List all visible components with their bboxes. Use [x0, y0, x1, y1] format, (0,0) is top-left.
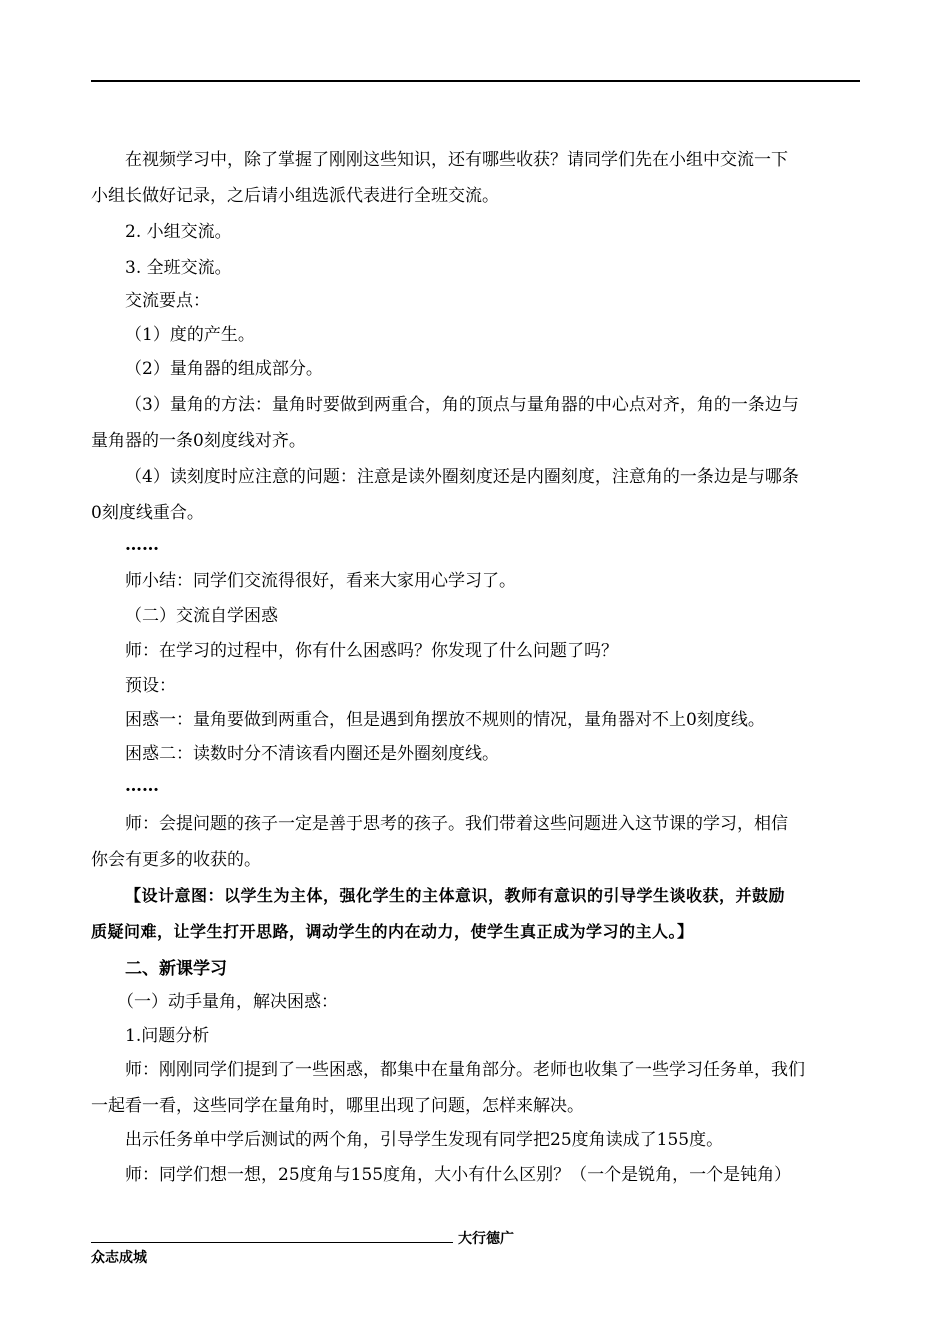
- paragraph-line: 在视频学习中，除了掌握了刚刚这些知识，还有哪些收获？请同学们先在小组中交流一下: [125, 150, 788, 170]
- paragraph-line: 师：同学们想一想，25度角与155度角，大小有什么区别？（一个是锐角，一个是钝角）: [125, 1165, 792, 1185]
- paragraph-line: 0刻度线重合。: [91, 503, 204, 523]
- paragraph-line: 师小结：同学们交流得很好，看来大家用心学习了。: [125, 571, 516, 591]
- paragraph-line: 师：会提问题的孩子一定是善于思考的孩子。我们带着这些问题进入这节课的学习，相信: [125, 814, 788, 834]
- design-intent: 【设计意图：以学生为主体，强化学生的主体意识，教师有意识的引导学生谈收获，并鼓励: [125, 886, 786, 905]
- paragraph-line: （2）量角器的组成部分。: [125, 359, 323, 379]
- header-rule: [91, 80, 860, 82]
- paragraph-line: （4）读刻度时应注意的问题：注意是读外圈刻度还是内圈刻度，注意角的一条边是与哪条: [125, 467, 799, 487]
- paragraph-line: 交流要点：: [125, 291, 210, 311]
- paragraph-line: （1）度的产生。: [125, 325, 255, 345]
- paragraph-line: （3）量角的方法：量角时要做到两重合，角的顶点与量角器的中心点对齐，角的一条边与: [125, 395, 799, 415]
- design-intent: 质疑问难，让学生打开思路，调动学生的内在动力，使学生真正成为学习的主人。】: [91, 922, 694, 941]
- paragraph-line: 出示任务单中学后测试的两个角，引导学生发现有同学把25度角读成了155度。: [125, 1130, 724, 1150]
- paragraph-line: 困惑一：量角要做到两重合，但是遇到角摆放不规则的情况，量角器对不上0刻度线。: [125, 710, 765, 730]
- paragraph-line: 师：在学习的过程中，你有什么困惑吗？你发现了什么问题了吗？: [125, 641, 618, 661]
- section-heading: 二、新课学习: [125, 959, 227, 979]
- paragraph-line: 困惑二：读数时分不清该看内圈还是外圈刻度线。: [125, 744, 499, 764]
- subsection-heading: 1.问题分析: [125, 1026, 210, 1046]
- paragraph-line: 3. 全班交流。: [125, 258, 232, 278]
- paragraph-line: 一起看一看，这些同学在量角时，哪里出现了问题，怎样来解决。: [91, 1096, 584, 1116]
- paragraph-line: 2. 小组交流。: [125, 222, 232, 242]
- footer-motto: 众志成城: [91, 1250, 147, 1266]
- footer-rule: [91, 1242, 453, 1243]
- paragraph-line: 预设：: [125, 676, 176, 696]
- paragraph-line: 师：刚刚同学们提到了一些困惑，都集中在量角部分。老师也收集了一些学习任务单，我们: [125, 1060, 805, 1080]
- subsection-heading: （一）动手量角，解决困惑：: [117, 992, 338, 1012]
- ellipsis: ……: [125, 535, 159, 555]
- paragraph-line: 你会有更多的收获的。: [91, 850, 261, 870]
- paragraph-line: 量角器的一条0刻度线对齐。: [91, 431, 306, 451]
- ellipsis: ……: [125, 776, 159, 796]
- section-heading: （二）交流自学困惑: [125, 606, 278, 626]
- paragraph-line: 小组长做好记录，之后请小组选派代表进行全班交流。: [91, 186, 499, 206]
- footer-motto: 大行德广: [458, 1231, 514, 1247]
